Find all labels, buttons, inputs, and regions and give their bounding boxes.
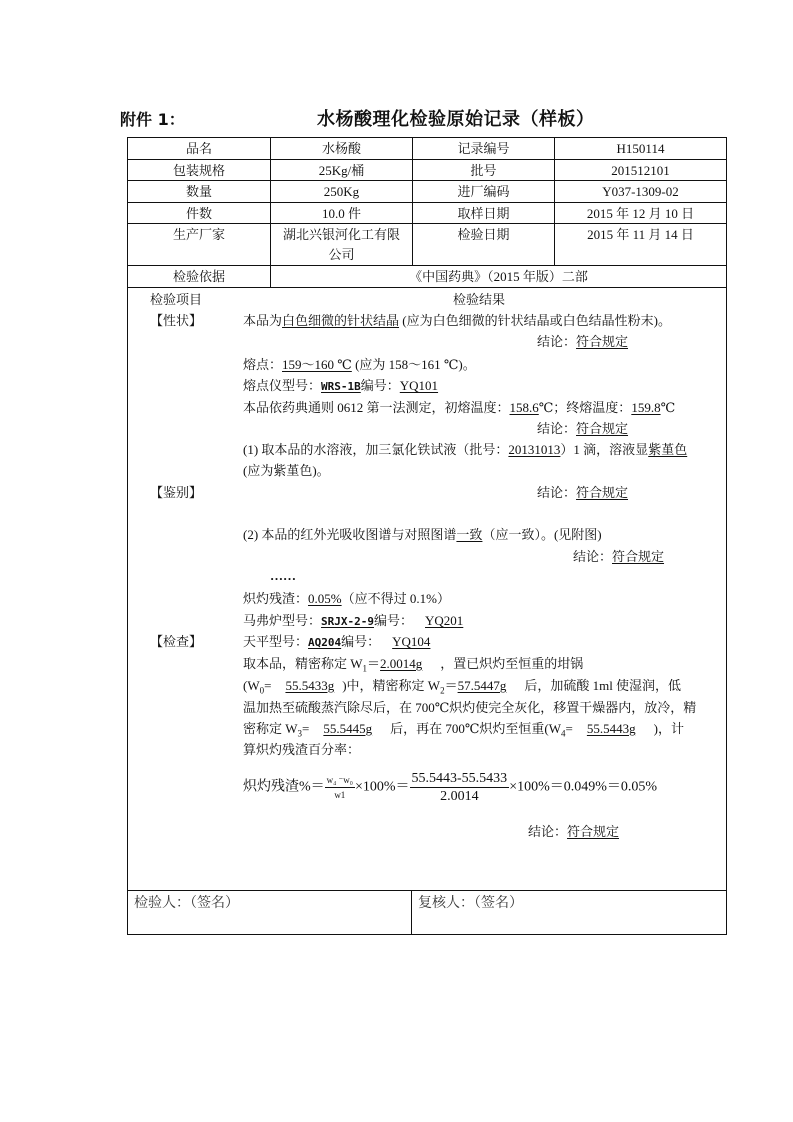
- section-inspection: 【检查】: [150, 634, 203, 649]
- conclusion-value: 符合规定: [576, 421, 629, 436]
- mp-instrument-label: 熔点仪型号：: [243, 378, 322, 393]
- attachment-label: 附件 1：: [120, 110, 185, 129]
- mp-instrument-no-label: 编号：: [360, 378, 400, 393]
- appearance-prefix: 本品为: [243, 313, 283, 328]
- balance-model: AQ204: [308, 636, 342, 649]
- mp-method-line: [243, 397, 675, 418]
- value-record-no: H150114: [616, 141, 665, 156]
- formula-times1: ×100%＝: [354, 779, 410, 795]
- balance-label: 天平型号：: [243, 634, 309, 649]
- sub-1: 1: [362, 663, 368, 674]
- label-incoming-code: 进厂编码: [457, 184, 510, 199]
- sub-2: 2: [440, 685, 445, 696]
- label-sampling-date: 取样日期: [457, 206, 510, 221]
- w1-value: 2.0014g: [380, 656, 423, 671]
- mp-instrument-line: [243, 375, 438, 397]
- col-header-result: 检验结果: [453, 292, 506, 307]
- mp-method-text: 本品依药典通则 0612 第一法测定，初熔温度：: [243, 400, 510, 415]
- final-melt-label: ℃；终熔温度：: [538, 400, 632, 415]
- equals: ＝: [444, 678, 458, 693]
- label-inspection-date: 检验日期: [457, 227, 510, 242]
- value-manufacturer-line2: 公司: [328, 247, 355, 262]
- residue-value: 0.05%: [308, 591, 342, 606]
- w0-value: 55.5433g: [285, 678, 335, 693]
- value-batch-no: 201512101: [611, 163, 670, 178]
- value-quantity: 250Kg: [323, 184, 360, 199]
- sub-4: 4: [561, 728, 566, 739]
- residue-label: 炽灼残渣：: [243, 591, 309, 606]
- equals: =: [264, 678, 272, 693]
- conclusion-label: 结论：: [528, 824, 568, 839]
- proc-text: )，计: [653, 721, 684, 736]
- frac1-den: w1: [334, 790, 346, 800]
- conclusion-residue: [528, 821, 619, 842]
- label-record-no: 记录编号: [457, 141, 510, 156]
- ellipsis: ……: [270, 568, 296, 583]
- conclusion-melting: [537, 418, 628, 439]
- sub-0: 0: [259, 685, 265, 696]
- id-test1-batch: 20131013: [508, 442, 561, 457]
- w2-value: 57.5447g: [457, 678, 507, 693]
- proc-text: 后，加硫酸 1ml 使湿润，低: [524, 678, 682, 693]
- id-test1-text: (1) 取本品的水溶液，加三氯化铁试液（批号：: [243, 442, 509, 457]
- conclusion-value: 符合规定: [576, 334, 629, 349]
- conclusion-label: 结论：: [537, 421, 577, 436]
- frac2-den: 2.0014: [440, 789, 479, 804]
- value-manufacturer-line1: 湖北兴银河化工有限: [282, 227, 400, 242]
- value-pieces: 10.0 件: [321, 206, 361, 221]
- label-product-name: 品名: [185, 141, 212, 156]
- label-package: 包装规格: [172, 163, 225, 178]
- value-incoming-code: Y037-1309-02: [602, 184, 679, 199]
- procedure-line5: 算炽灼残渣百分率：: [243, 742, 361, 757]
- formula-result: ×100%＝0.049%＝0.05%: [509, 779, 658, 795]
- id-test2-value: 一致: [456, 527, 483, 542]
- final-melt-temp: 159.8: [631, 400, 661, 415]
- id-test1-mid: ）1 滴，溶液显: [560, 442, 649, 457]
- sub-3: 3: [297, 728, 303, 739]
- equals: =: [565, 721, 573, 736]
- section-identification: 【鉴别】: [150, 485, 203, 500]
- w4-value: 55.5443g: [586, 721, 636, 736]
- id-test2-standard: （应一致）。(见附图): [482, 527, 602, 542]
- col-header-item: 检验项目: [150, 292, 203, 307]
- appearance-value: 白色细微的针状结晶: [282, 313, 400, 328]
- frac1-num: w₄ ⁻w₀: [325, 773, 355, 788]
- id-test1-color: 紫堇色: [648, 442, 688, 457]
- proc-text: )中，精密称定 W: [342, 678, 441, 693]
- residue-line: [243, 588, 450, 609]
- value-sampling-date: 2015 年 12 月 10 日: [586, 206, 695, 221]
- balance-line: [243, 631, 430, 653]
- residue-standard: （应不得过 0.1%）: [341, 591, 450, 606]
- furnace-model: SRJX-2-9: [321, 615, 374, 628]
- balance-no: YQ104: [392, 634, 431, 649]
- id-test2-text: (2) 本品的红外光吸收图谱与对照图谱: [243, 527, 457, 542]
- conclusion-label: 结论：: [537, 334, 577, 349]
- conclusion-label: 结论：: [537, 485, 577, 500]
- value-basis: 《中国药典》（2015 年版）二部: [409, 269, 588, 284]
- equals: =: [302, 721, 310, 736]
- furnace-line: [243, 610, 485, 632]
- label-batch-no: 批号: [470, 163, 497, 178]
- label-pieces: 件数: [185, 206, 212, 221]
- mp-standard: (应为 158～161 ℃)。: [351, 357, 476, 372]
- proc-text: 取本品，精密称定 W: [243, 656, 363, 671]
- conclusion-value: 符合规定: [576, 485, 629, 500]
- frac2-num: 55.5443-55.5433: [411, 771, 508, 786]
- section-appearance: 【性状】: [150, 313, 203, 328]
- temp-unit: ℃: [660, 400, 676, 415]
- formula-lhs: 炽灼残渣%＝: [243, 779, 325, 795]
- procedure-line3: 温加热至硫酸蒸汽除尽后，在 700℃炽灼使完全灰化，移置干燥器内，放冷，精: [243, 700, 697, 715]
- page-title: 水杨酸理化检验原始记录（样板）: [317, 109, 595, 130]
- proc-text: ，置已炽灼至恒重的坩锅: [440, 656, 584, 671]
- value-inspection-date: 2015 年 11 月 14 日: [587, 227, 694, 242]
- conclusion-id2: [573, 546, 664, 567]
- formula-fraction-numeric: [410, 770, 510, 805]
- formula-fraction-symbolic: [325, 773, 355, 802]
- residue-formula: [243, 770, 657, 805]
- mp-value: 159～160 ℃: [282, 357, 352, 372]
- equals: ＝: [367, 656, 381, 671]
- appearance-standard: (应为白色细微的针状结晶或白色结晶性粉末)。: [399, 313, 671, 328]
- mp-instrument-no: YQ101: [399, 378, 439, 393]
- proc-text: 密称定 W: [243, 721, 298, 736]
- label-basis: 检验依据: [172, 269, 225, 284]
- mp-instrument-model: WRS-1B: [321, 380, 361, 393]
- value-product-name: 水杨酸: [321, 141, 361, 156]
- w3-value: 55.5445g: [323, 721, 373, 736]
- proc-text: 后，再在 700℃炽灼至恒重(W: [390, 721, 562, 736]
- label-manufacturer: 生产厂家: [172, 227, 225, 242]
- furnace-no-label: 编号：: [374, 613, 414, 628]
- id-test1-standard: (应为紫堇色)。: [243, 463, 330, 478]
- conclusion-id1: [537, 482, 628, 503]
- conclusion-label: 结论：: [573, 549, 613, 564]
- mp-label: 熔点：: [243, 357, 283, 372]
- furnace-label: 马弗炉型号：: [243, 613, 322, 628]
- inspector-signature: 检验人：（签名）: [134, 895, 239, 911]
- conclusion-value: 符合规定: [567, 824, 620, 839]
- melting-point-line: [243, 354, 476, 375]
- appearance-line: [243, 310, 671, 331]
- reviewer-signature: 复核人：（签名）: [418, 895, 523, 911]
- conclusion-appearance: [537, 331, 628, 352]
- id-test2-line: [243, 524, 602, 545]
- balance-no-label: 编号：: [341, 634, 381, 649]
- id-test1-line: [243, 439, 687, 460]
- value-package: 25Kg/桶: [318, 163, 365, 178]
- furnace-no: YQ201: [425, 613, 464, 628]
- conclusion-value: 符合规定: [612, 549, 665, 564]
- proc-text: (W: [243, 678, 260, 693]
- initial-melt-temp: 158.6: [509, 400, 539, 415]
- label-quantity: 数量: [185, 184, 212, 199]
